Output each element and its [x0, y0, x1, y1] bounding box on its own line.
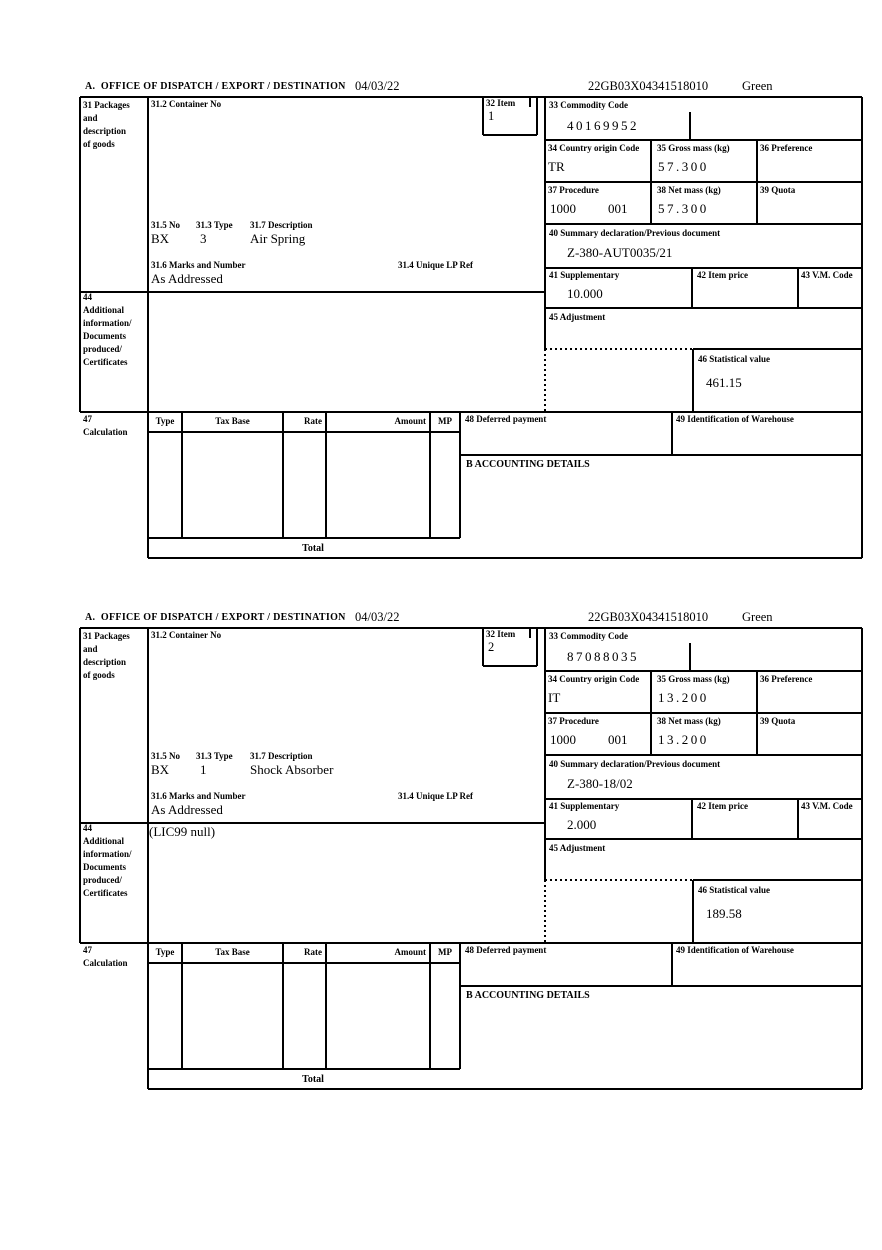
box34-country-origin-label: 34 Country origin Code [548, 674, 640, 684]
previous-document-value: Z-380-18/02 [567, 776, 633, 791]
entry-reference: 22GB03X04341518010 [588, 79, 709, 93]
box37-procedure-label: 37 Procedure [548, 716, 599, 726]
package-kind-value: BX [151, 762, 170, 777]
tax-col-amount: Amount [394, 416, 426, 426]
total-label: Total [302, 1074, 324, 1085]
office-of-dispatch-label: A. OFFICE OF DISPATCH / EXPORT / DESTINATION [85, 612, 346, 623]
box31-2-container-no-label: 31.2 Container No [151, 99, 222, 109]
box44-label-line: Certificates [83, 357, 128, 367]
box37-procedure-label: 37 Procedure [548, 185, 599, 195]
declaration-date: 04/03/22 [355, 610, 400, 624]
total-label: Total [302, 543, 324, 554]
package-kind-value: BX [151, 231, 170, 246]
procedure-ext-value: 001 [608, 201, 628, 216]
box45-adjustment-label: 45 Adjustment [549, 843, 606, 853]
box44-label-line: Additional [83, 305, 125, 315]
box31-3-label: 31.3 Type [196, 220, 233, 230]
box31-5-label: 31.5 No [151, 220, 180, 230]
box36-preference-label: 36 Preference [760, 674, 813, 684]
box31-4-label: 31.4 Unique LP Ref [398, 260, 474, 270]
marks-and-numbers-value: As Addressed [151, 271, 223, 286]
package-count-value: 1 [200, 762, 207, 777]
previous-document-value: Z-380-AUT0035/21 [567, 245, 673, 260]
procedure-value: 1000 [550, 201, 576, 216]
goods-description-value: Air Spring [250, 231, 306, 246]
box32-item-number: 2 [488, 640, 495, 654]
box38-net-mass-label: 38 Net mass (kg) [657, 185, 721, 195]
supplementary-units-value: 2.000 [567, 817, 597, 832]
box31-label-line: 31 Packages [83, 100, 130, 110]
tax-col-amount: Amount [394, 947, 426, 957]
box47-label-line: 47 [83, 945, 92, 955]
box42-item-price-label: 42 Item price [697, 801, 748, 811]
statistical-value: 189.58 [706, 906, 742, 921]
box42-item-price-label: 42 Item price [697, 270, 748, 280]
box31-label-line: and [83, 113, 98, 123]
box31-label-line: 31 Packages [83, 631, 130, 641]
box48-deferred-payment-label: 48 Deferred payment [465, 414, 547, 424]
declaration-item-block [0, 79, 882, 561]
routing-indicator: Green [742, 610, 773, 624]
box47-label-line: Calculation [83, 958, 128, 968]
accounting-details-label: B ACCOUNTING DETAILS [466, 459, 590, 470]
box31-label-line: of goods [83, 139, 115, 149]
package-count-value: 3 [200, 231, 207, 246]
box41-supplementary-label: 41 Supplementary [549, 270, 620, 280]
tax-col-mp: MP [438, 416, 452, 426]
box34-country-origin-label: 34 Country origin Code [548, 143, 640, 153]
box31-3-label: 31.3 Type [196, 751, 233, 761]
box44-label-line: 44 [83, 823, 92, 833]
box31-2-container-no-label: 31.2 Container No [151, 630, 222, 640]
tax-col-rate: Rate [304, 947, 322, 957]
box31-label-line: description [83, 657, 127, 667]
goods-description-value: Shock Absorber [250, 762, 334, 777]
box32-item-label: 32 Item [486, 629, 516, 639]
entry-reference: 22GB03X04341518010 [588, 610, 709, 624]
box31-7-label: 31.7 Description [250, 220, 313, 230]
box45-adjustment-label: 45 Adjustment [549, 312, 606, 322]
box31-label-line: of goods [83, 670, 115, 680]
box44-label-line: information/ [83, 849, 132, 859]
box38-net-mass-label: 38 Net mass (kg) [657, 716, 721, 726]
box47-label-line: Calculation [83, 427, 128, 437]
box40-previous-document-label: 40 Summary declaration/Previous document [549, 228, 721, 238]
box33-commodity-code-label: 33 Commodity Code [549, 100, 628, 110]
office-of-dispatch-label: A. OFFICE OF DISPATCH / EXPORT / DESTINATION [85, 81, 346, 92]
box44-label-line: 44 [83, 292, 92, 302]
box31-6-label: 31.6 Marks and Number [151, 260, 246, 270]
box44-label-line: Additional [83, 836, 125, 846]
tax-col-rate: Rate [304, 416, 322, 426]
box35-gross-mass-label: 35 Gross mass (kg) [657, 674, 730, 684]
box31-4-label: 31.4 Unique LP Ref [398, 791, 474, 801]
box44-label-line: produced/ [83, 344, 122, 354]
box44-label-line: produced/ [83, 875, 122, 885]
box43-vm-code-label: 43 V.M. Code [801, 801, 853, 811]
supplementary-units-value: 10.000 [567, 286, 603, 301]
statistical-value: 461.15 [706, 375, 742, 390]
gross-mass-value: 57.300 [658, 159, 709, 174]
box31-label-line: description [83, 126, 127, 136]
box46-statistical-value-label: 46 Statistical value [698, 354, 770, 364]
box32-item-label: 32 Item [486, 98, 516, 108]
net-mass-value: 13.200 [658, 732, 709, 747]
box39-quota-label: 39 Quota [760, 185, 796, 195]
tax-col-mp: MP [438, 947, 452, 957]
declaration-date: 04/03/22 [355, 79, 400, 93]
box33-commodity-code-label: 33 Commodity Code [549, 631, 628, 641]
box36-preference-label: 36 Preference [760, 143, 813, 153]
box31-label-line: and [83, 644, 98, 654]
procedure-value: 1000 [550, 732, 576, 747]
box35-gross-mass-label: 35 Gross mass (kg) [657, 143, 730, 153]
box44-label-line: Certificates [83, 888, 128, 898]
routing-indicator: Green [742, 79, 773, 93]
box32-item-number: 1 [488, 109, 495, 123]
box41-supplementary-label: 41 Supplementary [549, 801, 620, 811]
box47-label-line: 47 [83, 414, 92, 424]
box43-vm-code-label: 43 V.M. Code [801, 270, 853, 280]
commodity-code-value: 40169952 [567, 118, 639, 133]
box46-statistical-value-label: 46 Statistical value [698, 885, 770, 895]
tax-col-type: Type [155, 416, 175, 426]
marks-and-numbers-value: As Addressed [151, 802, 223, 817]
commodity-code-value: 87088035 [567, 649, 639, 664]
country-origin-value: TR [548, 159, 565, 174]
box44-label-line: information/ [83, 318, 132, 328]
form-grid-lines [0, 79, 882, 561]
box44-label-line: Documents [83, 862, 126, 872]
declaration-item-block [0, 610, 882, 1092]
box49-warehouse-label: 49 Identification of Warehouse [676, 945, 794, 955]
tax-col-type: Type [155, 947, 175, 957]
box40-previous-document-label: 40 Summary declaration/Previous document [549, 759, 721, 769]
gross-mass-value: 13.200 [658, 690, 709, 705]
accounting-details-label: B ACCOUNTING DETAILS [466, 990, 590, 1001]
procedure-ext-value: 001 [608, 732, 628, 747]
tax-col-base: Tax Base [215, 416, 250, 426]
box31-5-label: 31.5 No [151, 751, 180, 761]
box49-warehouse-label: 49 Identification of Warehouse [676, 414, 794, 424]
box31-7-label: 31.7 Description [250, 751, 313, 761]
box44-label-line: Documents [83, 331, 126, 341]
box48-deferred-payment-label: 48 Deferred payment [465, 945, 547, 955]
net-mass-value: 57.300 [658, 201, 709, 216]
box39-quota-label: 39 Quota [760, 716, 796, 726]
country-origin-value: IT [548, 690, 561, 705]
form-grid-lines [0, 610, 882, 1092]
additional-info-value: (LIC99 null) [149, 824, 216, 839]
box31-6-label: 31.6 Marks and Number [151, 791, 246, 801]
tax-col-base: Tax Base [215, 947, 250, 957]
